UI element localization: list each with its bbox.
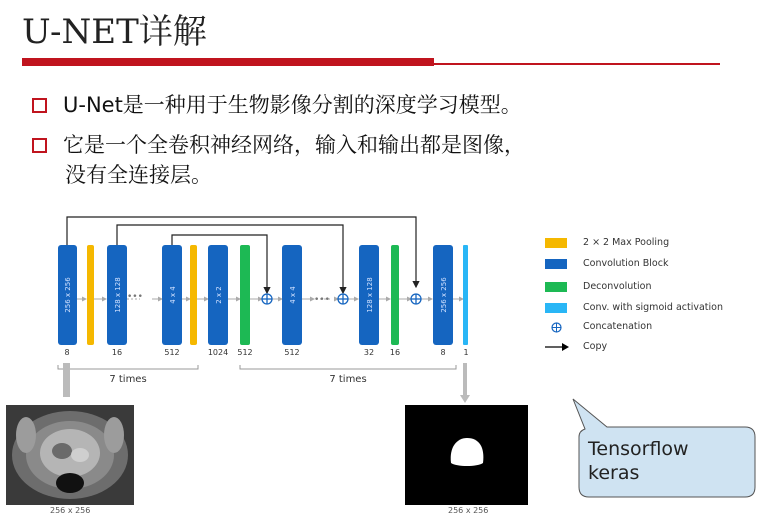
title-underline-thin (434, 63, 720, 65)
bullet-square-icon (32, 138, 47, 153)
bullet-2 (32, 130, 525, 190)
pool-1 (87, 245, 94, 345)
channel-count: 8 (440, 348, 446, 357)
bullet-square-icon (32, 98, 47, 113)
concat-icon (411, 294, 421, 304)
swatch-deconv (545, 282, 567, 292)
channel-count: 1 (463, 348, 469, 357)
input-arrow (63, 363, 70, 397)
title-underline (22, 58, 434, 66)
deconv-1 (240, 245, 250, 345)
channel-count: 512 (237, 348, 253, 357)
callout-text (588, 437, 689, 485)
block-label: 128 x 128 (114, 277, 122, 313)
callout-line-2: keras (588, 462, 640, 484)
swatch-sigmoid (545, 303, 567, 313)
block-label: 4 x 4 (169, 286, 177, 304)
block-label: 128 x 128 (366, 277, 374, 313)
bullet-1-text: U-Net是一种用于生物影像分割的深度学习模型。 (63, 93, 522, 117)
ellipsis-left: ••• (127, 292, 143, 302)
block-label: 4 x 4 (289, 286, 297, 304)
channel-count: 512 (284, 348, 300, 357)
channel-count: 8 (64, 348, 70, 357)
deconv-2 (391, 245, 399, 345)
block-label: 2 x 2 (215, 286, 223, 304)
bullet-2-text: 它是一个全卷积神经网络，输入和输出都是图像， (63, 133, 525, 157)
slide-title: U-NET详解 (22, 12, 207, 52)
output-arrow (463, 363, 467, 395)
concat-icon (338, 294, 348, 304)
output-caption: 256 x 256 (448, 506, 489, 515)
callout-line-1: Tensorflow (588, 438, 689, 460)
pool-2 (190, 245, 197, 345)
swatch-max-pooling (545, 238, 567, 248)
block-label: 256 x 256 (440, 277, 448, 313)
ellipsis-right: ••• (314, 295, 330, 305)
channel-count: 16 (111, 348, 123, 357)
repeat-label-left: 7 times (109, 374, 147, 385)
sigmoid-conv (463, 245, 468, 345)
channel-count: 1024 (207, 348, 229, 357)
channel-count: 32 (363, 348, 375, 357)
repeat-label-right: 7 times (329, 374, 367, 385)
bullet-1 (32, 90, 522, 120)
input-caption: 256 x 256 (50, 506, 91, 515)
repeat-brackets (58, 365, 456, 369)
input-mri-image (6, 405, 134, 505)
bullet-2-continuation: 没有全连接层。 (65, 163, 212, 187)
channel-count: 512 (164, 348, 180, 357)
channel-count: 16 (389, 348, 401, 357)
circle-plus-icon (551, 322, 562, 333)
arrow-icon (545, 342, 569, 352)
output-mask-image (405, 405, 528, 505)
swatch-conv-block (545, 259, 567, 269)
concat-icon (262, 294, 272, 304)
block-label: 256 x 256 (64, 277, 72, 313)
